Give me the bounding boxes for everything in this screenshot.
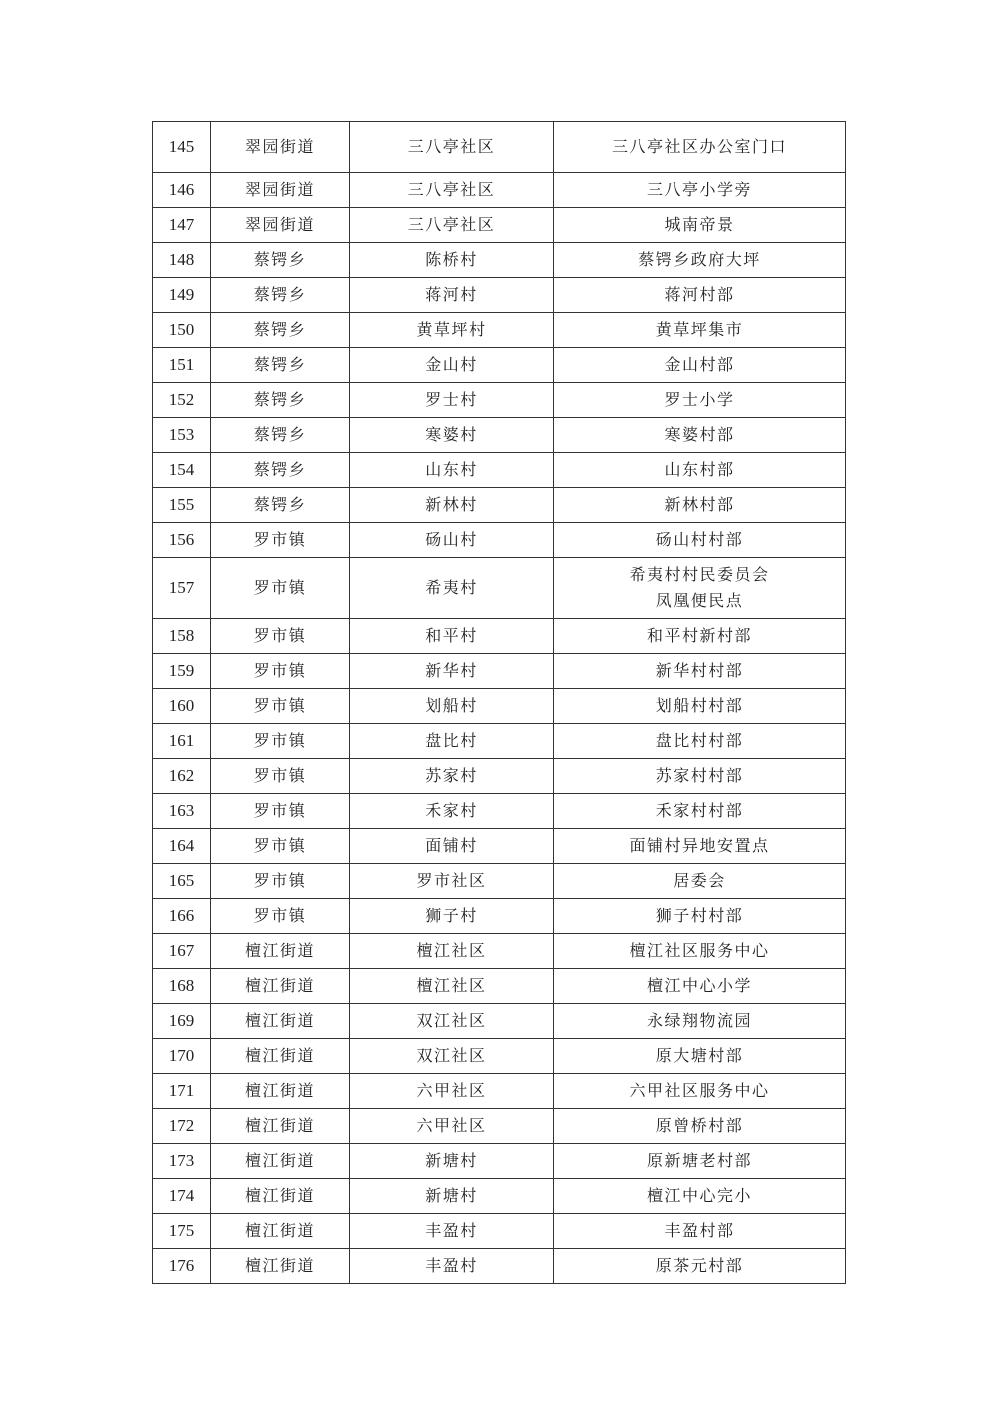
community-cell: 寒婆村 <box>350 418 554 453</box>
street-cell: 檀江街道 <box>211 1074 350 1109</box>
site-cell: 永绿翔物流园 <box>554 1004 846 1039</box>
site-cell: 蒋河村部 <box>554 278 846 313</box>
site-cell: 划船村村部 <box>554 689 846 724</box>
row-number-cell: 148 <box>153 243 211 278</box>
street-cell: 檀江街道 <box>211 1004 350 1039</box>
row-number-cell: 149 <box>153 278 211 313</box>
street-cell: 罗市镇 <box>211 689 350 724</box>
row-number-cell: 172 <box>153 1109 211 1144</box>
table-row <box>153 1249 846 1284</box>
row-number-cell: 163 <box>153 794 211 829</box>
street-cell: 罗市镇 <box>211 619 350 654</box>
table-row <box>153 558 846 619</box>
row-number-cell: 150 <box>153 313 211 348</box>
table-row <box>153 794 846 829</box>
community-cell: 盘比村 <box>350 724 554 759</box>
site-cell: 苏家村村部 <box>554 759 846 794</box>
community-cell: 面铺村 <box>350 829 554 864</box>
street-cell: 翠园街道 <box>211 173 350 208</box>
community-cell: 新塘村 <box>350 1144 554 1179</box>
site-cell: 新华村村部 <box>554 654 846 689</box>
community-cell: 新林村 <box>350 488 554 523</box>
street-cell: 罗市镇 <box>211 724 350 759</box>
street-cell: 檀江街道 <box>211 1179 350 1214</box>
community-cell: 罗士村 <box>350 383 554 418</box>
table-row <box>153 208 846 243</box>
table-body <box>153 122 846 1284</box>
community-cell: 六甲社区 <box>350 1074 554 1109</box>
row-number-cell: 156 <box>153 523 211 558</box>
street-cell: 罗市镇 <box>211 759 350 794</box>
row-number-cell: 162 <box>153 759 211 794</box>
table-row <box>153 488 846 523</box>
table-row <box>153 899 846 934</box>
site-cell: 蔡锷乡政府大坪 <box>554 243 846 278</box>
community-cell: 希夷村 <box>350 558 554 619</box>
street-cell: 罗市镇 <box>211 829 350 864</box>
street-cell: 罗市镇 <box>211 794 350 829</box>
site-cell <box>554 558 846 619</box>
street-cell: 檀江街道 <box>211 934 350 969</box>
site-cell: 山东村部 <box>554 453 846 488</box>
site-cell: 狮子村村部 <box>554 899 846 934</box>
site-line-2: 凤凰便民点 <box>655 591 744 610</box>
community-cell: 新华村 <box>350 654 554 689</box>
site-cell: 檀江社区服务中心 <box>554 934 846 969</box>
table-row <box>153 122 846 173</box>
site-cell: 檀江中心完小 <box>554 1179 846 1214</box>
street-cell: 蔡锷乡 <box>211 418 350 453</box>
table-row <box>153 278 846 313</box>
table-row <box>153 934 846 969</box>
community-cell: 山东村 <box>350 453 554 488</box>
community-cell: 三八亭社区 <box>350 208 554 243</box>
site-cell: 原大塘村部 <box>554 1039 846 1074</box>
community-cell: 蒋河村 <box>350 278 554 313</box>
street-cell: 翠园街道 <box>211 208 350 243</box>
site-cell: 丰盈村部 <box>554 1214 846 1249</box>
row-number-cell: 146 <box>153 173 211 208</box>
community-cell: 檀江社区 <box>350 934 554 969</box>
table-row <box>153 383 846 418</box>
community-cell: 金山村 <box>350 348 554 383</box>
community-cell: 双江社区 <box>350 1004 554 1039</box>
row-number-cell: 154 <box>153 453 211 488</box>
community-cell: 新塘村 <box>350 1179 554 1214</box>
row-number-cell: 170 <box>153 1039 211 1074</box>
row-number-cell: 151 <box>153 348 211 383</box>
table-row <box>153 243 846 278</box>
street-cell: 罗市镇 <box>211 523 350 558</box>
row-number-cell: 153 <box>153 418 211 453</box>
street-cell: 檀江街道 <box>211 1249 350 1284</box>
community-cell: 六甲社区 <box>350 1109 554 1144</box>
row-number-cell: 175 <box>153 1214 211 1249</box>
table-row <box>153 313 846 348</box>
table-row <box>153 173 846 208</box>
site-cell: 罗士小学 <box>554 383 846 418</box>
table-row <box>153 1039 846 1074</box>
community-cell: 狮子村 <box>350 899 554 934</box>
table-row <box>153 523 846 558</box>
site-cell: 新林村部 <box>554 488 846 523</box>
community-cell: 檀江社区 <box>350 969 554 1004</box>
community-cell: 双江社区 <box>350 1039 554 1074</box>
table-row <box>153 348 846 383</box>
sampling-sites-table <box>152 121 846 1284</box>
site-cell: 三八亭社区办公室门口 <box>554 122 846 173</box>
row-number-cell: 147 <box>153 208 211 243</box>
street-cell: 蔡锷乡 <box>211 348 350 383</box>
street-cell: 蔡锷乡 <box>211 278 350 313</box>
community-cell: 三八亭社区 <box>350 173 554 208</box>
table-row <box>153 1004 846 1039</box>
street-cell: 蔡锷乡 <box>211 453 350 488</box>
community-cell: 划船村 <box>350 689 554 724</box>
street-cell: 蔡锷乡 <box>211 383 350 418</box>
row-number-cell: 157 <box>153 558 211 619</box>
street-cell: 蔡锷乡 <box>211 488 350 523</box>
table-row <box>153 969 846 1004</box>
community-cell: 丰盈村 <box>350 1214 554 1249</box>
community-cell: 和平村 <box>350 619 554 654</box>
row-number-cell: 174 <box>153 1179 211 1214</box>
row-number-cell: 173 <box>153 1144 211 1179</box>
row-number-cell: 155 <box>153 488 211 523</box>
site-cell: 砀山村村部 <box>554 523 846 558</box>
table-row <box>153 453 846 488</box>
street-cell: 檀江街道 <box>211 969 350 1004</box>
site-cell: 金山村部 <box>554 348 846 383</box>
community-cell: 陈桥村 <box>350 243 554 278</box>
row-number-cell: 152 <box>153 383 211 418</box>
community-cell: 禾家村 <box>350 794 554 829</box>
street-cell: 檀江街道 <box>211 1144 350 1179</box>
row-number-cell: 176 <box>153 1249 211 1284</box>
site-cell: 三八亭小学旁 <box>554 173 846 208</box>
site-cell: 原茶元村部 <box>554 1249 846 1284</box>
site-cell: 盘比村村部 <box>554 724 846 759</box>
community-cell: 苏家村 <box>350 759 554 794</box>
street-cell: 蔡锷乡 <box>211 313 350 348</box>
table-row <box>153 1214 846 1249</box>
row-number-cell: 169 <box>153 1004 211 1039</box>
street-cell: 罗市镇 <box>211 864 350 899</box>
table-row <box>153 1179 846 1214</box>
row-number-cell: 160 <box>153 689 211 724</box>
table-row <box>153 864 846 899</box>
table-row <box>153 759 846 794</box>
table-row <box>153 418 846 453</box>
street-cell: 檀江街道 <box>211 1039 350 1074</box>
row-number-cell: 166 <box>153 899 211 934</box>
site-cell: 和平村新村部 <box>554 619 846 654</box>
site-cell: 寒婆村部 <box>554 418 846 453</box>
street-cell: 蔡锷乡 <box>211 243 350 278</box>
community-cell: 黄草坪村 <box>350 313 554 348</box>
community-cell: 砀山村 <box>350 523 554 558</box>
community-cell: 丰盈村 <box>350 1249 554 1284</box>
site-line-1: 希夷村村民委员会 <box>629 565 770 584</box>
table-row <box>153 654 846 689</box>
row-number-cell: 161 <box>153 724 211 759</box>
row-number-cell: 165 <box>153 864 211 899</box>
street-cell: 罗市镇 <box>211 899 350 934</box>
table-row <box>153 1109 846 1144</box>
community-cell: 罗市社区 <box>350 864 554 899</box>
site-cell: 城南帝景 <box>554 208 846 243</box>
street-cell: 罗市镇 <box>211 558 350 619</box>
street-cell: 檀江街道 <box>211 1109 350 1144</box>
site-cell: 黄草坪集市 <box>554 313 846 348</box>
site-cell: 原新塘老村部 <box>554 1144 846 1179</box>
site-cell: 居委会 <box>554 864 846 899</box>
row-number-cell: 164 <box>153 829 211 864</box>
row-number-cell: 171 <box>153 1074 211 1109</box>
community-cell: 三八亭社区 <box>350 122 554 173</box>
row-number-cell: 158 <box>153 619 211 654</box>
site-cell: 六甲社区服务中心 <box>554 1074 846 1109</box>
site-cell: 檀江中心小学 <box>554 969 846 1004</box>
street-cell: 翠园街道 <box>211 122 350 173</box>
row-number-cell: 167 <box>153 934 211 969</box>
table-row <box>153 724 846 759</box>
row-number-cell: 159 <box>153 654 211 689</box>
table-row <box>153 1074 846 1109</box>
table-row <box>153 1144 846 1179</box>
table-row <box>153 829 846 864</box>
street-cell: 罗市镇 <box>211 654 350 689</box>
site-cell: 面铺村异地安置点 <box>554 829 846 864</box>
table-row <box>153 619 846 654</box>
row-number-cell: 168 <box>153 969 211 1004</box>
street-cell: 檀江街道 <box>211 1214 350 1249</box>
site-cell: 原曾桥村部 <box>554 1109 846 1144</box>
row-number-cell: 145 <box>153 122 211 173</box>
site-cell: 禾家村村部 <box>554 794 846 829</box>
table-row <box>153 689 846 724</box>
